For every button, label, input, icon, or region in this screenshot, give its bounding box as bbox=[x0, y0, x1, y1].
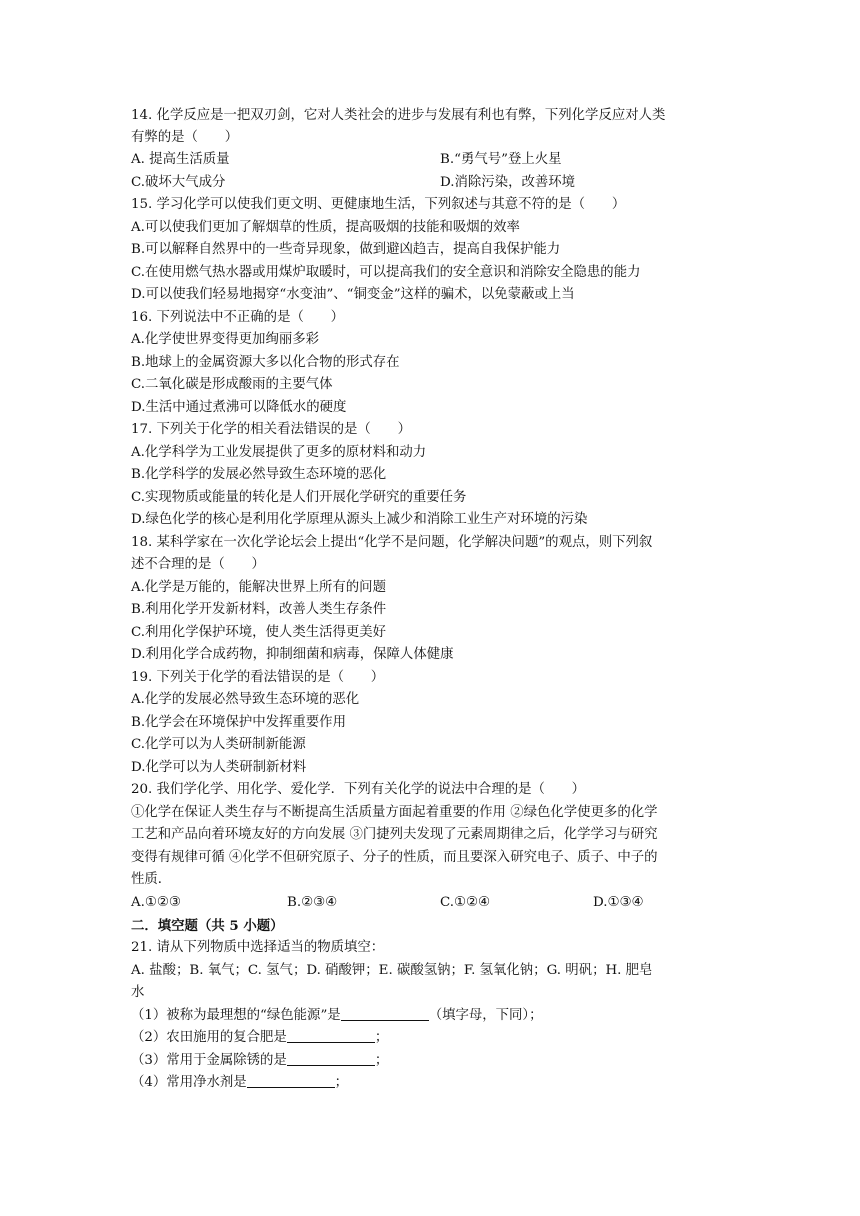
q15-option-b: B.可以解释自然界中的一些奇异现象，做到避凶趋吉，提高自我保护能力 bbox=[131, 242, 561, 257]
q21-sub3-answer-blank[interactable] bbox=[287, 1051, 375, 1066]
q21-sub3 bbox=[131, 1051, 388, 1071]
q21-sub1-note: （填字母，下同）； bbox=[428, 1008, 543, 1023]
q14-option-c: C.破坏大气成分 bbox=[131, 175, 226, 190]
q15-stem: 15. 学习化学可以使我们更文明、更健康地生活，下列叙述与其意不符的是（ ） bbox=[131, 197, 626, 212]
q19-option-a: A.化学的发展必然导致生态环境的恶化 bbox=[131, 692, 360, 707]
q16-stem: 16. 下列说法中不正确的是（ ） bbox=[131, 310, 345, 325]
q19-option-d: D.化学可以为人类研制新材料 bbox=[131, 760, 307, 775]
q17-option-d: D.绿色化学的核心是利用化学原理从源头上减少和消除工业生产对环境的污染 bbox=[131, 512, 588, 527]
q15-option-a: A.可以使我们更加了解烟草的性质，提高吸烟的技能和吸烟的效率 bbox=[131, 220, 520, 235]
q21-sub2-end: ； bbox=[374, 1030, 389, 1045]
q21-sub3-prompt: （3）常用于金属除锈的是 bbox=[131, 1053, 287, 1068]
section-title: 二．填空题（共 5 小题） bbox=[131, 918, 284, 934]
q21-sub1 bbox=[131, 1006, 543, 1026]
q16-option-a: A.化学使世界变得更加绚丽多彩 bbox=[131, 332, 320, 347]
q21-sub3-end: ； bbox=[374, 1053, 389, 1068]
q17-option-b: B.化学科学的发展必然导致生态环境的恶化 bbox=[131, 467, 387, 482]
q14-option-d: D.消除污染，改善环境 bbox=[440, 175, 576, 190]
q21-list-line2: 水 bbox=[131, 985, 145, 1000]
q20-option-a: A.①②③ bbox=[131, 895, 181, 910]
q14-option-a: A. 提高生活质量 bbox=[131, 152, 230, 167]
q17-stem: 17. 下列关于化学的相关看法错误的是（ ） bbox=[131, 422, 411, 437]
q21-stem: 21. 请从下列物质中选择适当的物质填空： bbox=[131, 940, 385, 955]
q21-sub4-end: ； bbox=[334, 1075, 349, 1090]
q17-option-a: A.化学科学为工业发展提供了更多的原材料和动力 bbox=[131, 445, 427, 460]
q18-option-c: C.利用化学保护环境，使人类生活得更美好 bbox=[131, 625, 387, 640]
q21-sub2 bbox=[131, 1028, 388, 1048]
q21-sub2-prompt: （2）农田施用的复合肥是 bbox=[131, 1030, 287, 1045]
q18-option-d: D.利用化学合成药物，抑制细菌和病毒，保障人体健康 bbox=[131, 647, 454, 662]
q20-option-c: C.①②④ bbox=[440, 895, 491, 910]
q21-list-line1: A. 盐酸；B. 氧气；C. 氢气；D. 硝酸钾；E. 碳酸氢钠；F. 氢氧化钠；G. 明矾；H. 肥皂 bbox=[131, 963, 653, 978]
q20-body-line4: 性质． bbox=[131, 872, 172, 887]
q21-sub4-answer-blank[interactable] bbox=[247, 1073, 335, 1088]
q14-stem-line1: 14. 化学反应是一把双刃剑，它对人类社会的进步与发展有利也有弊，下列化学反应对人类 bbox=[131, 108, 666, 123]
q18-option-b: B.利用化学开发新材料，改善人类生存条件 bbox=[131, 602, 387, 617]
q21-sub1-prompt: （1）被称为最理想的“绿色能源”是 bbox=[131, 1008, 341, 1023]
q18-option-a: A.化学是万能的，能解决世界上所有的问题 bbox=[131, 580, 386, 595]
q19-stem: 19. 下列关于化学的看法错误的是（ ） bbox=[131, 670, 385, 685]
q21-sub1-answer-blank[interactable] bbox=[341, 1006, 429, 1021]
q21-sub4-prompt: （4）常用净水剂是 bbox=[131, 1075, 247, 1090]
q16-option-c: C.二氧化碳是形成酸雨的主要气体 bbox=[131, 377, 333, 392]
q20-body-line1: ①化学在保证人类生存与不断提高生活质量方面起着重要的作用 ②绿色化学使更多的化学 bbox=[131, 805, 658, 820]
q20-option-b: B.②③④ bbox=[287, 895, 338, 910]
q18-stem-line2: 述不合理的是（ ） bbox=[131, 557, 265, 572]
q21-sub2-answer-blank[interactable] bbox=[287, 1028, 375, 1043]
q17-option-c: C.实现物质或能量的转化是人们开展化学研究的重要任务 bbox=[131, 490, 467, 505]
q14-option-b: B.“勇气号”登上火星 bbox=[440, 152, 562, 167]
q19-option-c: C.化学可以为人类研制新能源 bbox=[131, 737, 306, 752]
q14-stem-line2: 有弊的是（ ） bbox=[131, 130, 239, 145]
q18-stem-line1: 18. 某科学家在一次化学论坛会上提出“化学不是问题，化学解决问题”的观点，则下列叙 bbox=[131, 535, 653, 550]
q21-sub4 bbox=[131, 1073, 348, 1093]
q20-body-line3: 变得有规律可循 ④化学不但研究原子、分子的性质，而且要深入研究电子、质子、中子的 bbox=[131, 850, 658, 865]
q16-option-d: D.生活中通过煮沸可以降低水的硬度 bbox=[131, 400, 347, 415]
q15-option-d: D.可以使我们轻易地揭穿“水变油”、“铜变金”这样的骗术，以免蒙蔽或上当 bbox=[131, 287, 575, 302]
q19-option-b: B.化学会在环境保护中发挥重要作用 bbox=[131, 715, 346, 730]
q15-option-c: C.在使用燃气热水器或用煤炉取暖时，可以提高我们的安全意识和消除安全隐患的能力 bbox=[131, 265, 641, 280]
q20-option-d: D.①③④ bbox=[593, 895, 644, 910]
q20-stem: 20. 我们学化学、用化学、爱化学．下列有关化学的说法中合理的是（ ） bbox=[131, 782, 586, 797]
q20-body-line2: 工艺和产品向着环境友好的方向发展 ③门捷列夫发现了元素周期律之后，化学学习与研究 bbox=[131, 827, 658, 842]
q16-option-b: B.地球上的金属资源大多以化合物的形式存在 bbox=[131, 355, 400, 370]
